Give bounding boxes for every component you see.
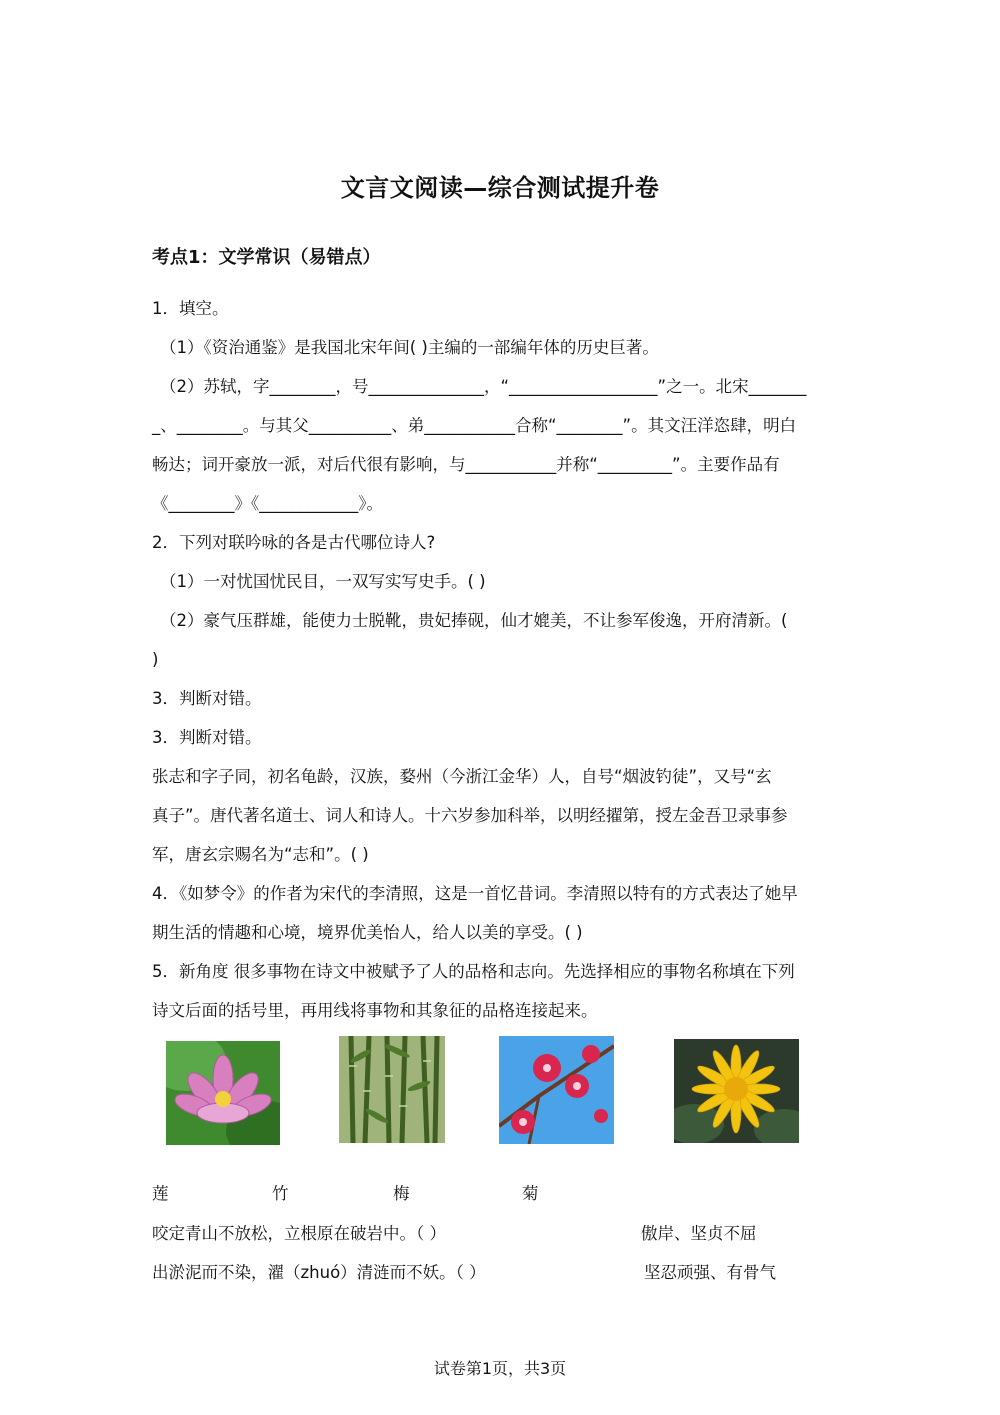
question-3-heading-repeat: 3．判断对错。	[152, 728, 262, 747]
question-3-text-line-1: 张志和字子同，初名龟龄，汉族，婺州（今浙江金华）人，自号“烟波钓徒”，又号“玄	[152, 767, 772, 786]
question-1-part-2-line-3: 畅达；词开豪放一派，对后代很有影响，与___________并称“_________”。主要作品有	[152, 455, 780, 474]
label-plum: 梅	[393, 1184, 410, 1203]
label-bamboo: 竹	[272, 1184, 289, 1203]
page-footer: 试卷第1页，共3页	[433, 1359, 567, 1378]
match-row-2	[152, 1259, 852, 1283]
question-2-part-1: （1）一对忧国忧民目，一双写实写史手。( )	[160, 572, 486, 591]
label-chrysanthemum: 菊	[522, 1184, 539, 1203]
label-lotus: 莲	[152, 1184, 169, 1203]
bamboo-image	[339, 1036, 445, 1143]
match-row-1-quality: 傲岸、坚贞不屈	[641, 1224, 757, 1243]
question-1-heading: 1．填空。	[152, 299, 229, 318]
question-2-heading: 2．下列对联吟咏的各是古代哪位诗人?	[152, 533, 436, 552]
match-row-2-quality: 坚忍顽强、有骨气	[644, 1263, 776, 1282]
chrysanthemum-image	[674, 1039, 799, 1143]
question-1-part-1: （1）《资治通鉴》是我国北宋年间( )主编的一部编年体的历史巨著。	[160, 338, 659, 357]
lotus-image	[166, 1041, 280, 1145]
question-3-heading: 3．判断对错。	[152, 689, 262, 708]
match-row-2-verse: 出淤泥而不染，濯（zhuó）清涟而不妖。（ ）	[152, 1263, 486, 1282]
question-5-line-2: 诗文后面的括号里，再用线将事物和其象征的品格连接起来。	[152, 1001, 598, 1020]
question-4-line-2: 期生活的情趣和心境，境界优美怡人，给人以美的享受。( )	[152, 923, 583, 942]
question-4-line-1: 4．《如梦令》的作者为宋代的李清照，这是一首忆昔词。李清照以特有的方式表达了她早	[152, 884, 798, 903]
section-heading: 考点1：文学常识（易错点）	[152, 247, 381, 268]
question-5-line-1: 5．新角度 很多事物在诗文中被赋予了人的品格和志向。先选择相应的事物名称填在下列	[152, 962, 795, 981]
match-row-1	[152, 1220, 852, 1244]
question-1-part-2-line-2: _、________。与其父__________、弟___________合称“________”。其文汪洋恣肆，明白	[152, 416, 797, 435]
question-1-part-2-line-1: （2）苏轼，字________，号______________，“__________________”之一。北宋_______	[160, 377, 807, 396]
question-1-part-2-line-4: 《________》《____________》。	[152, 494, 383, 513]
plum-blossom-image	[499, 1036, 614, 1144]
question-3-text-line-3: 军，唐玄宗赐名为“志和”。( )	[152, 845, 369, 864]
question-3-text-line-2: 真子”。唐代著名道士、词人和诗人。十六岁参加科举，以明经擢第，授左金吾卫录事参	[152, 806, 788, 825]
question-2-part-2: （2）豪气压群雄，能使力士脱靴，贵妃捧砚，仙才媲美，不让参军俊逸，开府清新。(	[160, 611, 788, 630]
match-row-1-verse: 咬定青山不放松，立根原在破岩中。（ ）	[152, 1224, 446, 1243]
question-2-part-2-cont: )	[152, 650, 159, 669]
question-body	[152, 289, 852, 1030]
page-title: 文言文阅读—综合测试提升卷	[340, 174, 660, 202]
flower-images	[0, 1036, 1000, 1146]
